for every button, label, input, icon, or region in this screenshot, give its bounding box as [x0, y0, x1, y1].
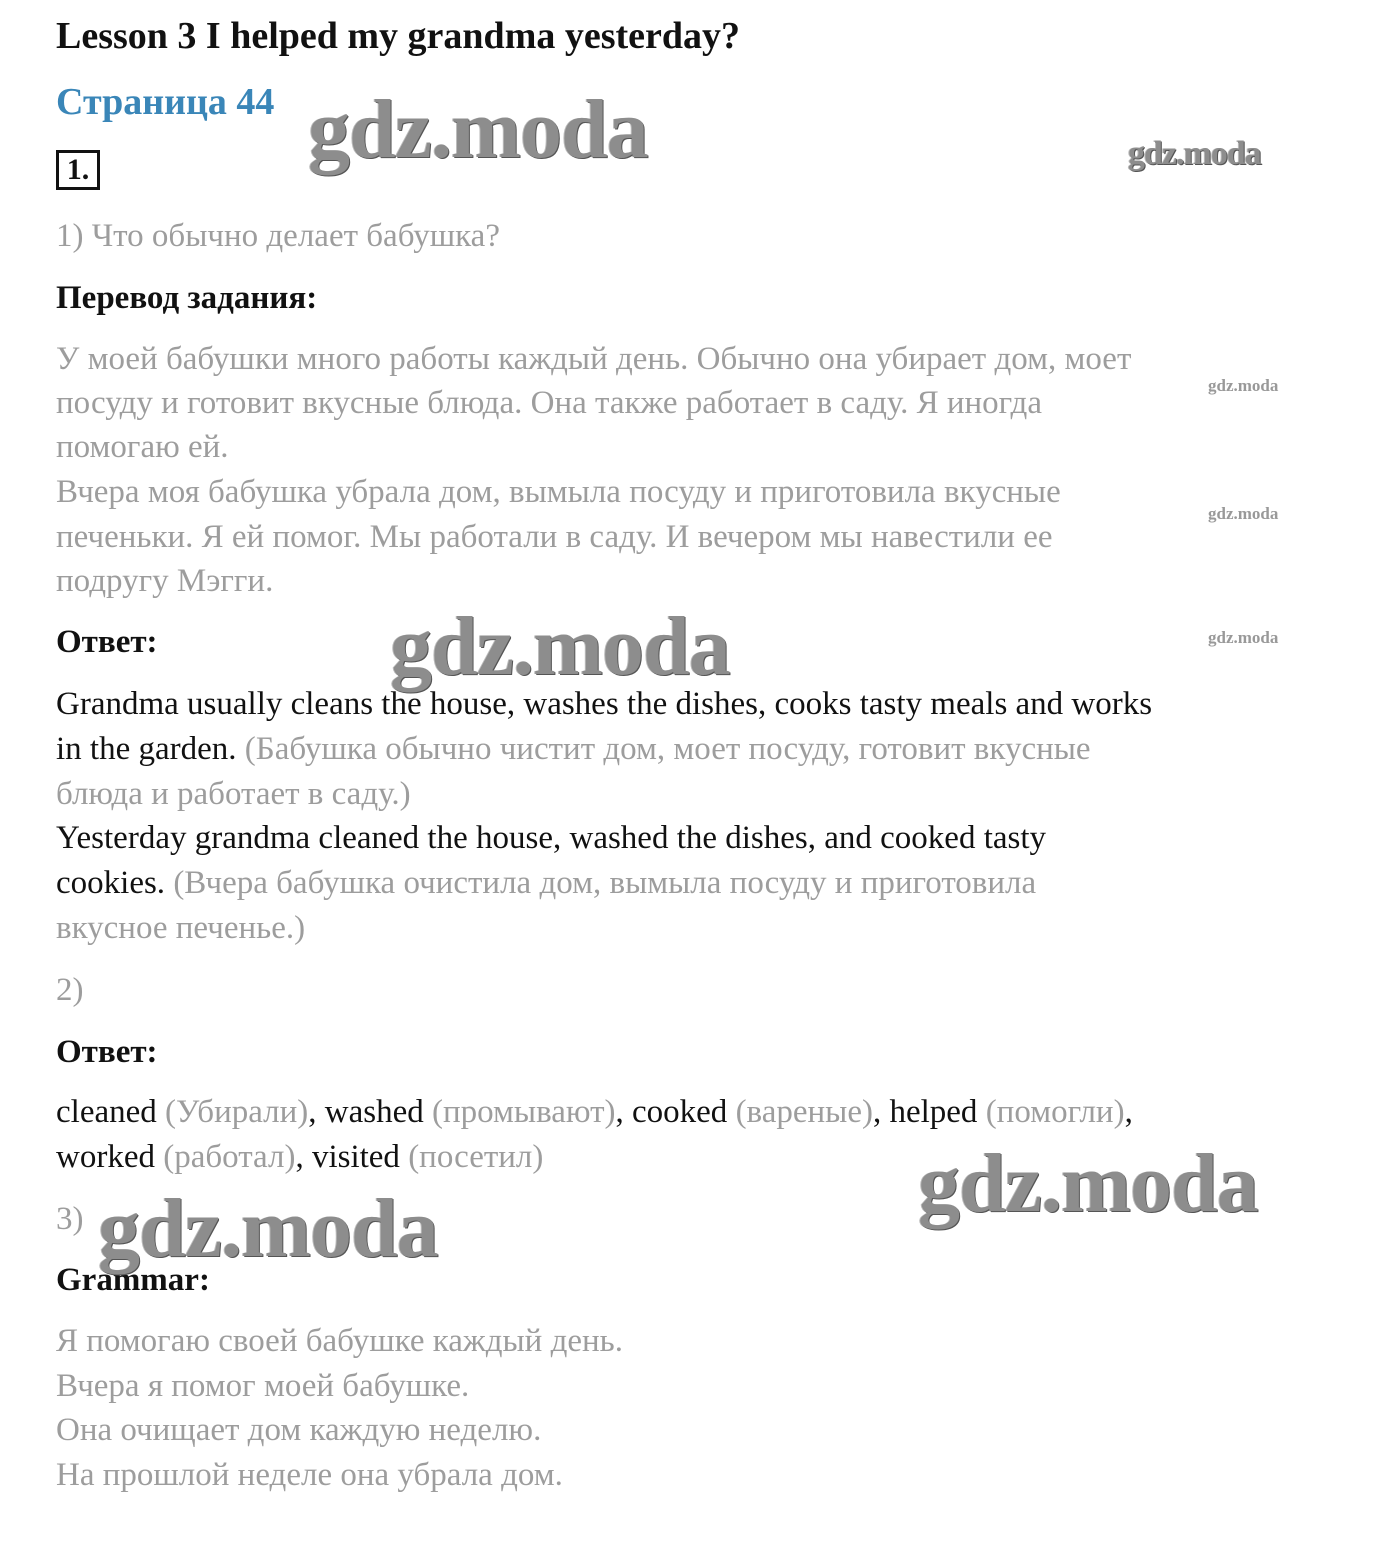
verb-english: cleaned	[56, 1094, 157, 1130]
watermark: gdz.moda	[1208, 628, 1279, 647]
word-list-row	[56, 1090, 1133, 1134]
translation-line: У моей бабушки много работы каждый день. Обычно она убирает дом, моет	[56, 341, 1132, 377]
answer-line	[56, 861, 1036, 905]
answer-label: Ответ:	[56, 624, 158, 660]
answer-english: cookies.	[56, 865, 166, 901]
answer-line: Yesterday grandma cleaned the house, washed the dishes, and cooked tasty	[56, 820, 1047, 856]
answer-english: in the garden.	[56, 731, 237, 767]
translation-label: Перевод задания:	[56, 280, 318, 316]
verb-russian: (работал)	[154, 1139, 296, 1175]
watermark: gdz.moda	[918, 1137, 1258, 1230]
exercise-number: 1.	[56, 150, 100, 190]
task1-question: 1) Что обычно делает бабушка?	[56, 218, 500, 254]
task2-number: 2)	[56, 972, 84, 1008]
separator: ,	[615, 1094, 633, 1130]
grammar-line: На прошлой неделе она убрала дом.	[56, 1457, 563, 1493]
page-label: Страница 44	[56, 81, 275, 123]
translation-line: посуду и готовит вкусные блюда. Она также работает в саду. Я иногда	[56, 385, 1042, 421]
task3-number: 3)	[56, 1201, 84, 1237]
watermark: gdz.moda	[1208, 504, 1279, 523]
separator: ,	[295, 1139, 312, 1175]
translation-line: Вчера моя бабушка убрала дом, вымыла посуду и приготовила вкусные	[56, 474, 1061, 510]
grammar-line: Вчера я помог моей бабушке.	[56, 1368, 470, 1404]
watermark: gdz.moda	[390, 600, 730, 693]
verb-english: washed	[324, 1094, 424, 1130]
watermark: gdz.moda	[1128, 135, 1261, 172]
lesson-title: Lesson 3 I helped my grandma yesterday?	[56, 15, 741, 57]
answer-line: Grandma usually cleans the house, washes the dishes, cooks tasty meals and works	[56, 686, 1153, 722]
answer-russian: (Бабушка обычно чистит дом, моет посуду, готовит вкусные	[236, 731, 1091, 767]
verb-russian: (помогли)	[977, 1094, 1125, 1130]
grammar-line: Она очищает дом каждую неделю.	[56, 1412, 542, 1448]
verb-english: helped	[889, 1094, 978, 1130]
translation-line: подругу Мэгги.	[56, 563, 274, 599]
verb-english: worked	[56, 1139, 155, 1175]
word-list-row	[56, 1135, 543, 1179]
verb-russian: (промывают)	[423, 1094, 616, 1130]
grammar-line: Я помогаю своей бабушке каждый день.	[56, 1323, 623, 1359]
watermark: gdz.moda	[308, 83, 648, 176]
answer-russian: вкусное печенье.)	[56, 910, 306, 946]
verb-english: cooked	[632, 1094, 728, 1130]
answer-line	[56, 727, 1091, 771]
translation-line: печеньки. Я ей помог. Мы работали в саду. И вечером мы навестили ее	[56, 519, 1053, 555]
verb-russian: (Убирали)	[156, 1094, 309, 1130]
translation-line: помогаю ей.	[56, 429, 229, 465]
verb-russian: (вареные)	[727, 1094, 873, 1130]
answer-russian: блюда и работает в саду.)	[56, 776, 411, 812]
separator: ,	[872, 1094, 890, 1130]
separator: ,	[1124, 1094, 1133, 1130]
task2-answer-label: Ответ:	[56, 1034, 158, 1070]
watermark: gdz.moda	[1208, 376, 1279, 395]
verb-english: visited	[311, 1139, 400, 1175]
answer-russian: (Вчера бабушка очистила дом, вымыла посуду и приготовила	[165, 865, 1037, 901]
watermark: gdz.moda	[98, 1182, 438, 1275]
separator: ,	[308, 1094, 325, 1130]
grammar-label: Grammar:	[56, 1262, 210, 1298]
verb-russian: (посетил)	[399, 1139, 544, 1175]
